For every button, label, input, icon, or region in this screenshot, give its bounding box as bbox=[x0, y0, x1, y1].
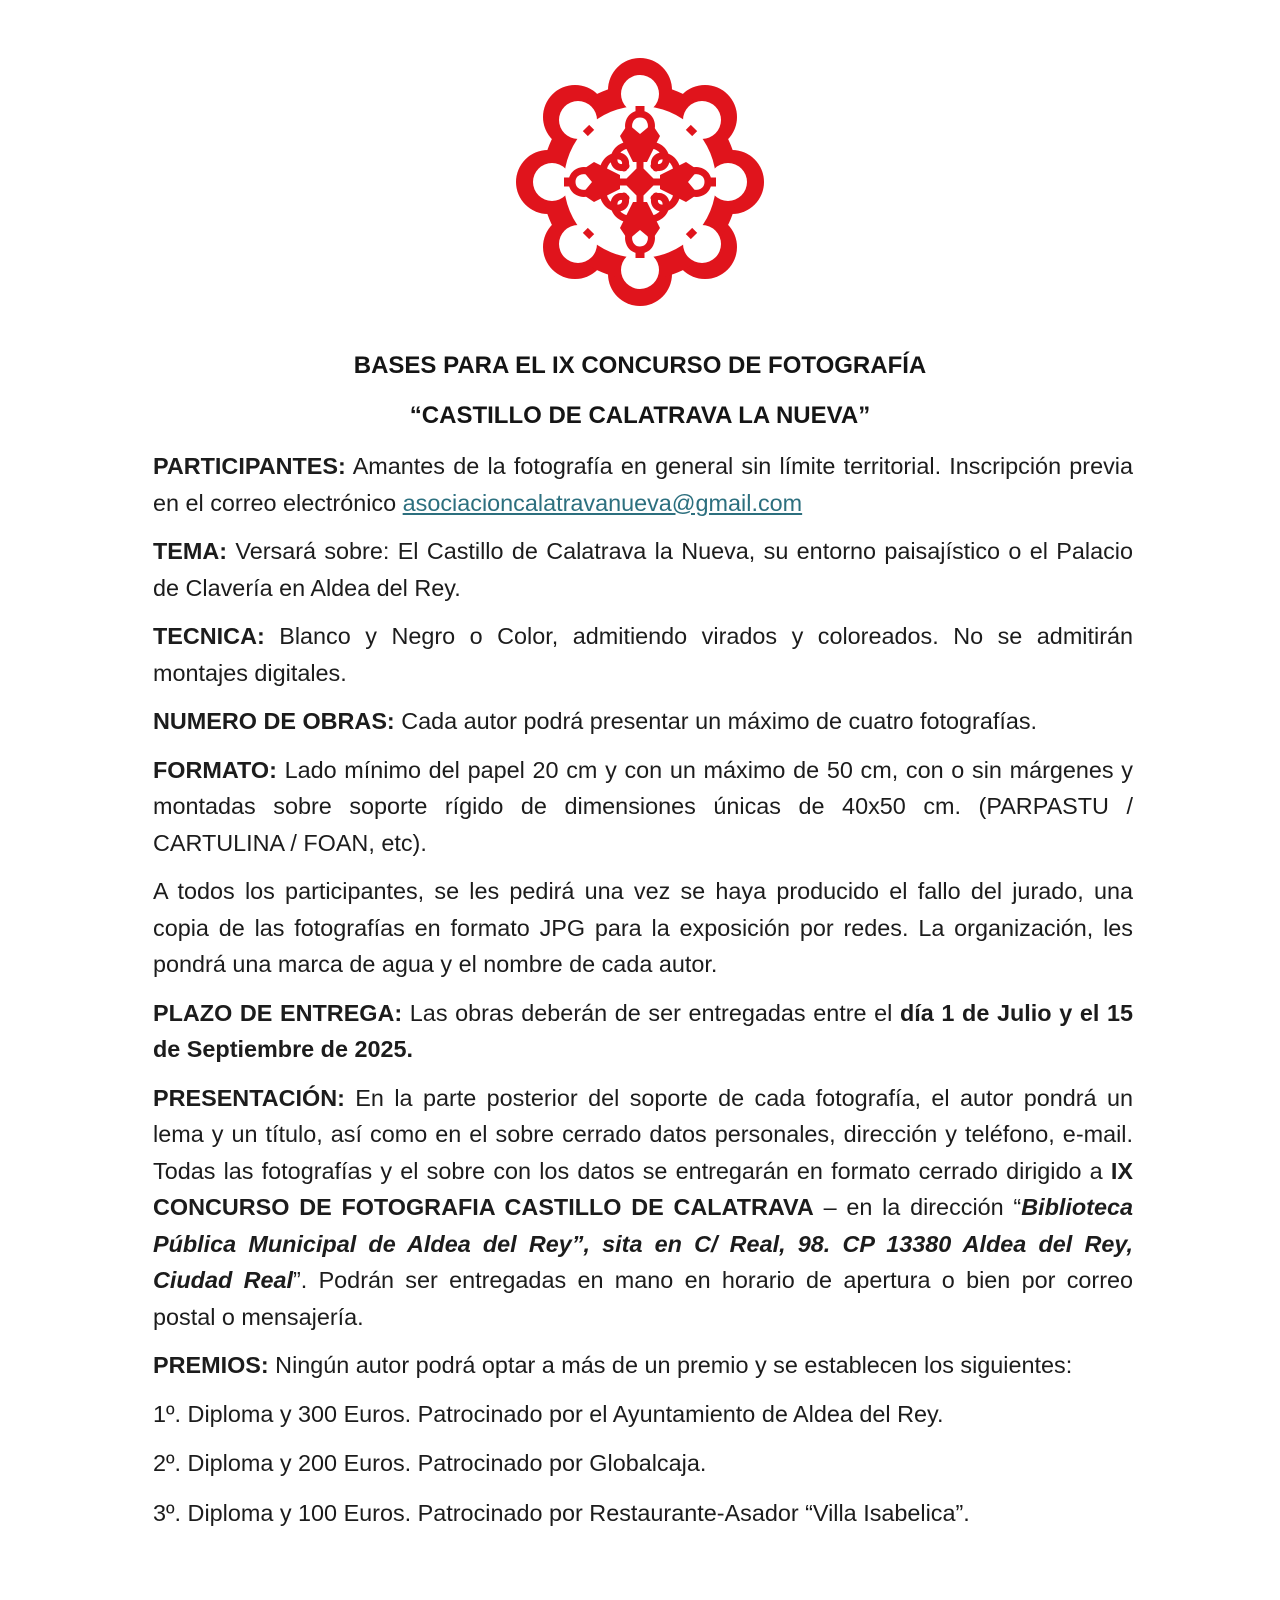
email-link[interactable]: asociacioncalatravanueva@gmail.com bbox=[402, 489, 803, 516]
document-subtitle: “CASTILLO DE CALATRAVA LA NUEVA” bbox=[409, 402, 871, 429]
section-label: FORMATO: bbox=[153, 756, 277, 783]
delivery-address: Biblioteca Pública Municipal de Aldea del Rey”, sita en C/ Real, 98. CP 13380 Aldea del Rey, Ciudad Real bbox=[153, 1194, 1133, 1293]
section-participantes: PARTICIPANTES: Amantes de la fotografía en general sin límite territorial. Inscripción previa en el correo electrónico asociacioncalatravanueva@gmail.com bbox=[153, 453, 1133, 516]
section-label: TEMA: bbox=[153, 538, 228, 564]
prize-item: 2º. Diploma y 200 Euros. Patrocinado por Globalcaja. bbox=[153, 1450, 707, 1476]
deadline-dates: día 1 de Julio y el 15 de Septiembre de 2025. bbox=[153, 999, 1133, 1062]
prize-item: 1º. Diploma y 300 Euros. Patrocinado por el Ayuntamiento de Aldea del Rey. bbox=[153, 1400, 944, 1427]
calatrava-cross-logo-icon bbox=[508, 50, 772, 314]
section-formato: FORMATO: Lado mínimo del papel 20 cm y con un máximo de 50 cm, con o sin márgenes y montadas sobre soporte rígido de dimensiones únicas de 40x50 cm. (PARPASTU / CARTULINA / FOAN, etc). bbox=[153, 756, 1133, 856]
section-numero-obras: NUMERO DE OBRAS: Cada autor podrá presentar un máximo de cuatro fotografías. bbox=[153, 708, 1038, 734]
section-label: PRESENTACIÓN: bbox=[153, 1084, 345, 1111]
section-tecnica: TECNICA: Blanco y Negro o Color, admitiendo virados y coloreados. No se admitirán montajes digitales. bbox=[153, 623, 1133, 686]
contest-name: IX CONCURSO DE FOTOGRAFIA CASTILLO DE CALATRAVA bbox=[153, 1157, 1133, 1220]
section-presentacion: PRESENTACIÓN: En la parte posterior del soporte de cada fotografía, el autor pondrá un lema y un título, así como en el sobre cerrado datos personales, dirección y teléfono, e-mail. Todas las fotografías y el sobre con los datos se entregarán en formato cerrado dirigido a IX CONCURSO DE FOTOGRAFIA CASTILLO DE CALATRAVA – en la dirección “Biblioteca Pública Municipal de Aldea del Rey”, sita en C/ Real, 98. CP 13380 Aldea del Rey, Ciudad Real”. Podrán ser entregadas en mano en horario de apertura o bien por correo postal o mensajería. bbox=[153, 1084, 1133, 1330]
section-copia-jpg: A todos los participantes, se les pedirá una vez se haya producido el fallo del jurado, una copia de las fotografías en formato JPG para la exposición por redes. La organización, les pondrá una marca de agua y el nombre de cada autor. bbox=[153, 878, 1133, 977]
document-title: BASES PARA EL IX CONCURSO DE FOTOGRAFÍA bbox=[353, 352, 927, 379]
section-label: NUMERO DE OBRAS: bbox=[153, 708, 395, 734]
rules-body bbox=[153, 448, 1133, 1544]
section-label: PLAZO DE ENTREGA: bbox=[153, 999, 403, 1026]
section-premios: PREMIOS: Ningún autor podrá optar a más de un premio y se establecen los siguientes: bbox=[153, 1352, 1073, 1378]
section-label: PREMIOS: bbox=[153, 1352, 269, 1378]
section-label: PARTICIPANTES: bbox=[153, 453, 346, 479]
prize-item: 3º. Diploma y 100 Euros. Patrocinado por Restaurante-Asador “Villa Isabelica”. bbox=[153, 1499, 970, 1526]
section-tema: TEMA: Versará sobre: El Castillo de Calatrava la Nueva, su entorno paisajístico o el Palacio de Clavería en Aldea del Rey. bbox=[153, 538, 1133, 601]
section-plazo-entrega: PLAZO DE ENTREGA: Las obras deberán de ser entregadas entre el día 1 de Julio y el 15 de Septiembre de 2025. bbox=[153, 999, 1133, 1062]
section-label: TECNICA: bbox=[153, 623, 265, 649]
